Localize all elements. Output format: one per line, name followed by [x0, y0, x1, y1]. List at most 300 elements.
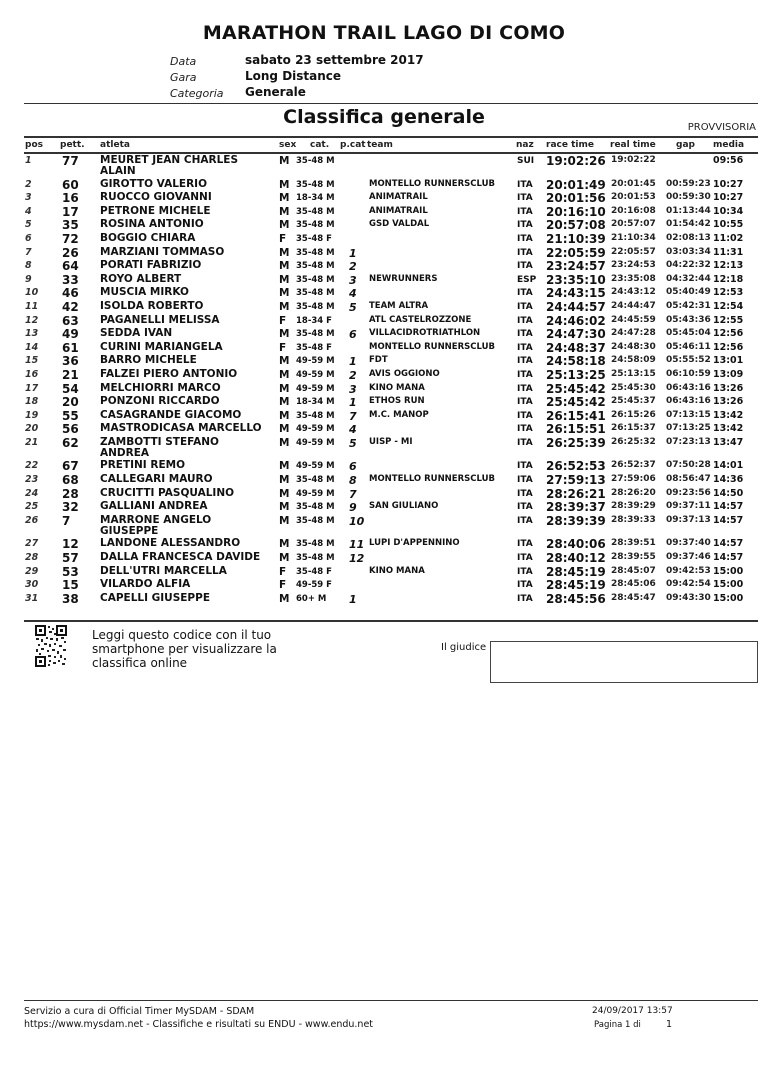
cell-pos: 29: [25, 565, 39, 577]
cell-sex: M: [279, 592, 290, 605]
cell-gap: 09:37:11: [666, 501, 711, 512]
cell-pos: 27: [25, 538, 39, 550]
cell-team: UISP - MI: [369, 436, 413, 447]
cell-bib: 35: [62, 218, 79, 233]
cell-nation: ITA: [517, 539, 533, 550]
cell-real-time: 24:43:12: [611, 287, 656, 298]
cell-real-time: 26:15:37: [611, 423, 656, 434]
cell-bib: 17: [62, 204, 79, 219]
table-row: [0, 593, 768, 607]
cell-athlete: MUSCIA MIRKO: [100, 286, 189, 299]
cell-race-time: 28:40:12: [546, 550, 606, 565]
cell-gap: 09:43:30: [666, 592, 711, 603]
cell-bib: 26: [62, 245, 79, 260]
cell-pos: 26: [25, 514, 39, 526]
cell-pos: 28: [25, 551, 39, 563]
cell-athlete: MARRONE ANGELO GIUSEPPE: [100, 513, 212, 537]
cell-category: 35-48 M: [296, 179, 335, 190]
cell-gap: 09:42:53: [666, 565, 711, 576]
cell-bib: 36: [62, 354, 79, 369]
cell-category-position: 5: [349, 300, 357, 314]
cell-category: 35-48 M: [296, 539, 335, 550]
cell-real-time: 20:16:08: [611, 205, 656, 216]
cell-real-time: 27:59:06: [611, 474, 656, 484]
cell-athlete: PRETINI REMO: [100, 459, 186, 472]
cell-bib: 28: [62, 486, 79, 501]
cell-gap: 01:13:44: [666, 205, 711, 216]
cell-race-time: 28:26:21: [546, 486, 606, 501]
cell-sex: M: [279, 501, 290, 514]
cell-nation: ITA: [517, 206, 533, 217]
table-row: [0, 328, 768, 342]
cell-gap: 01:54:42: [666, 219, 711, 230]
cell-gap: 04:22:32: [666, 260, 711, 271]
cell-real-time: 23:35:08: [611, 273, 656, 284]
cell-bib: 20: [62, 395, 79, 410]
cell-gap: 07:13:25: [666, 423, 711, 434]
cell-category: 18-34 F: [296, 315, 332, 326]
cell-race-time: 24:46:02: [546, 313, 606, 328]
cell-category-position: 12: [349, 551, 365, 565]
cell-category: 49-59 M: [296, 461, 335, 472]
footer-links: https://www.mysdam.net - Classifiche e risultati su ENDU - www.endu.net: [24, 1019, 374, 1030]
cell-real-time: 24:45:59: [611, 314, 656, 325]
cell-category: 35-48 M: [296, 515, 335, 526]
cell-nation: ITA: [517, 580, 533, 591]
cell-team: SAN GIULIANO: [369, 501, 439, 512]
cell-sex: M: [279, 396, 290, 409]
cell-sex: M: [279, 382, 290, 395]
cell-bib: 16: [62, 191, 79, 206]
table-row: [0, 260, 768, 274]
cell-pace: 12:56: [713, 341, 744, 353]
header-team: team: [367, 140, 393, 150]
cell-team: LUPI D'APPENNINO: [369, 538, 460, 549]
cell-pos: 7: [25, 246, 32, 258]
cell-pace: 11:02: [713, 232, 744, 244]
cell-race-time: 28:45:19: [546, 564, 606, 579]
cell-pace: 14:36: [713, 474, 744, 485]
cell-race-time: 28:45:56: [546, 591, 606, 606]
cell-sex: M: [279, 355, 290, 368]
cell-pos: 23: [25, 474, 39, 485]
cell-athlete: ROSINA ANTONIO: [100, 218, 204, 231]
cell-pos: 17: [25, 382, 39, 394]
cell-sex: M: [279, 219, 290, 232]
cell-athlete: BOGGIO CHIARA: [100, 231, 196, 244]
cell-pace: 12:54: [713, 300, 744, 312]
cell-nation: ITA: [517, 437, 533, 448]
cell-nation: ITA: [517, 566, 533, 577]
cell-pace: 13:26: [713, 382, 744, 394]
cell-gap: 09:23:56: [666, 487, 711, 498]
cell-nation: ITA: [517, 247, 533, 258]
cell-team: ANIMATRAIL: [369, 205, 428, 216]
divider: [24, 103, 758, 104]
cell-category: 49-59 M: [296, 383, 335, 394]
cell-bib: 46: [62, 286, 79, 301]
cell-pace: 14:57: [713, 514, 744, 526]
footer-page-total: 1: [666, 1019, 673, 1030]
cell-athlete: DELL'UTRI MARCELLA: [100, 564, 227, 577]
cell-nation: ITA: [517, 288, 533, 299]
cell-pace: 09:56: [713, 155, 744, 166]
cell-athlete: CAPELLI GIUSEPPE: [100, 591, 210, 604]
cell-real-time: 28:26:20: [611, 487, 656, 498]
cell-athlete: CRUCITTI PASQUALINO: [100, 486, 235, 499]
cell-sex: M: [279, 436, 290, 449]
cell-team: MONTELLO RUNNERSCLUB: [369, 341, 495, 352]
footer-service-credit: Servizio a cura di Official Timer MySDAM - SDAM: [24, 1006, 255, 1017]
cell-pos: 24: [25, 487, 39, 499]
cell-sex: M: [279, 538, 290, 551]
cell-race-time: 28:39:39: [546, 513, 606, 528]
table-row: [0, 474, 768, 488]
cell-real-time: 20:57:07: [611, 219, 656, 230]
cell-race-time: 20:01:49: [546, 177, 606, 192]
cell-category: 35-48 M: [296, 552, 335, 563]
cell-category: 49-59 F: [296, 580, 332, 591]
cell-bib: 12: [62, 537, 79, 552]
cell-race-time: 26:15:51: [546, 422, 606, 437]
cell-athlete: CURINI MARIANGELA: [100, 340, 223, 353]
cell-category: 35-48 M: [296, 274, 335, 285]
cell-category-position: 7: [349, 409, 357, 423]
cell-gap: 08:56:47: [666, 474, 711, 484]
cell-gap: 00:59:23: [666, 178, 711, 189]
cell-gap: 09:37:13: [666, 514, 711, 525]
cell-athlete: MEURET JEAN CHARLES ALAIN: [100, 154, 239, 177]
header-real-time: real time: [610, 140, 656, 150]
cell-gap: 06:43:16: [666, 396, 711, 407]
cell-sex: M: [279, 474, 290, 486]
cell-bib: 21: [62, 367, 79, 382]
cell-race-time: 24:47:30: [546, 327, 606, 342]
cell-pos: 21: [25, 436, 39, 448]
cell-nation: ITA: [517, 356, 533, 367]
status-badge: PROVVISORIA: [687, 122, 756, 133]
cell-pos: 20: [25, 423, 39, 435]
qr-instructions: Leggi questo codice con il tuo smartphone per visualizzare la classifica online: [92, 628, 277, 670]
cell-category: 35-48 F: [296, 233, 332, 244]
cell-sex: M: [279, 260, 290, 273]
cell-gap: 05:43:36: [666, 314, 711, 325]
cell-pos: 15: [25, 355, 39, 367]
cell-bib: 49: [62, 327, 79, 342]
cell-nation: ITA: [517, 383, 533, 394]
cell-nation: ITA: [517, 233, 533, 244]
cell-category-position: 7: [349, 487, 357, 501]
meta-label-date: Data: [170, 55, 197, 68]
cell-category: 35-48 M: [296, 261, 335, 272]
cell-sex: M: [279, 246, 290, 259]
cell-sex: M: [279, 287, 290, 300]
table-row: [0, 552, 768, 566]
cell-bib: 57: [62, 550, 79, 565]
cell-race-time: 20:01:56: [546, 191, 606, 206]
cell-sex: M: [279, 178, 290, 191]
cell-category: 35-48 M: [296, 156, 335, 166]
cell-team: ANIMATRAIL: [369, 192, 428, 203]
cell-real-time: 22:05:57: [611, 246, 656, 257]
cell-pace: 13:09: [713, 368, 744, 380]
cell-real-time: 28:45:06: [611, 579, 656, 590]
cell-category: 60+ M: [296, 593, 327, 604]
cell-athlete: GALLIANI ANDREA: [100, 500, 208, 513]
cell-gap: 05:55:52: [666, 355, 711, 366]
cell-athlete: PORATI FABRIZIO: [100, 259, 202, 272]
cell-pos: 9: [25, 273, 32, 285]
cell-real-time: 28:39:55: [611, 551, 656, 562]
cell-pos: 8: [25, 260, 32, 272]
cell-race-time: 27:59:13: [546, 473, 606, 487]
cell-category: 35-48 M: [296, 247, 335, 258]
cell-athlete: SEDDA IVAN: [100, 327, 173, 340]
cell-real-time: 28:45:47: [611, 592, 656, 603]
cell-pos: 25: [25, 501, 39, 513]
cell-pace: 13:42: [713, 409, 744, 421]
cell-pos: 3: [25, 192, 32, 204]
cell-pace: 14:57: [713, 501, 744, 513]
cell-real-time: 25:13:15: [611, 368, 656, 379]
table-top-rule: [24, 136, 758, 138]
cell-gap: 05:45:04: [666, 328, 711, 339]
cell-race-time: 23:35:10: [546, 272, 606, 287]
cell-bib: 7: [62, 513, 71, 528]
ranking-title: Classifica generale: [283, 106, 485, 128]
cell-category-position: 6: [349, 460, 357, 474]
cell-team: AVIS OGGIONO: [369, 368, 440, 379]
cell-race-time: 28:45:19: [546, 578, 606, 593]
cell-bib: 15: [62, 578, 79, 593]
meta-value-date: sabato 23 settembre 2017: [245, 53, 424, 67]
header-athlete: atleta: [100, 140, 130, 150]
cell-nation: ESP: [517, 274, 537, 285]
cell-category: 49-59 M: [296, 369, 335, 380]
cell-bib: 63: [62, 313, 79, 328]
cell-category-position: 10: [349, 514, 365, 528]
table-row: [0, 301, 768, 315]
cell-team: KINO MANA: [369, 382, 425, 393]
meta-label-category: Categoria: [170, 87, 224, 100]
cell-race-time: 23:24:57: [546, 259, 606, 274]
cell-sex: M: [279, 328, 290, 341]
cell-athlete: ROYO ALBERT: [100, 272, 182, 285]
table-bottom-rule: [24, 620, 758, 622]
cell-sex: F: [279, 341, 287, 354]
cell-race-time: 24:58:18: [546, 354, 606, 369]
cell-nation: ITA: [517, 261, 533, 272]
footer-datetime: 24/09/2017 13:57: [592, 1006, 673, 1016]
cell-sex: F: [279, 579, 287, 592]
cell-race-time: 24:44:57: [546, 299, 606, 314]
cell-pos: 13: [25, 328, 39, 340]
cell-nation: ITA: [517, 193, 533, 204]
cell-race-time: 25:45:42: [546, 395, 606, 410]
cell-race-time: 21:10:39: [546, 231, 606, 246]
cell-sex: M: [279, 423, 290, 436]
cell-nation: SUI: [517, 156, 535, 166]
cell-bib: 32: [62, 500, 79, 515]
cell-pos: 10: [25, 287, 39, 299]
judge-signature-box: [490, 641, 758, 683]
cell-sex: F: [279, 314, 287, 327]
cell-gap: 02:08:13: [666, 232, 711, 243]
cell-athlete: ISOLDA ROBERTO: [100, 299, 204, 312]
cell-nation: ITA: [517, 475, 533, 485]
table-row: [0, 369, 768, 383]
cell-sex: M: [279, 192, 290, 205]
cell-pos: 16: [25, 368, 39, 380]
cell-nation: ITA: [517, 552, 533, 563]
cell-pos: 14: [25, 341, 39, 353]
cell-athlete: LANDONE ALESSANDRO: [100, 537, 241, 550]
cell-sex: M: [279, 409, 290, 422]
cell-race-time: 20:16:10: [546, 204, 606, 219]
cell-category: 35-48 M: [296, 329, 335, 340]
cell-gap: 07:50:28: [666, 460, 711, 471]
cell-race-time: 26:52:53: [546, 459, 606, 474]
table-row: [0, 435, 768, 459]
cell-category-position: 2: [349, 368, 357, 382]
cell-athlete: CALLEGARI MAURO: [100, 473, 213, 485]
cell-nation: ITA: [517, 369, 533, 380]
cell-pace: 15:00: [713, 592, 744, 604]
cell-category: 18-34 M: [296, 193, 335, 204]
cell-category-position: 6: [349, 328, 357, 342]
cell-real-time: 24:47:28: [611, 328, 656, 339]
cell-category: 35-48 M: [296, 410, 335, 421]
cell-pace: 14:01: [713, 460, 744, 472]
cell-real-time: 26:15:26: [611, 409, 656, 420]
footer-divider: [24, 1000, 758, 1001]
cell-nation: ITA: [517, 301, 533, 312]
cell-athlete: FALZEI PIERO ANTONIO: [100, 367, 238, 380]
cell-gap: 07:13:15: [666, 409, 711, 420]
cell-team: ATL CASTELROZZONE: [369, 314, 472, 325]
cell-nation: ITA: [517, 502, 533, 513]
cell-pace: 10:55: [713, 219, 744, 231]
cell-category: 35-48 M: [296, 220, 335, 231]
cell-category-position: 9: [349, 501, 357, 515]
cell-real-time: 20:01:53: [611, 192, 656, 203]
cell-race-time: 26:25:39: [546, 435, 606, 450]
cell-race-time: 26:15:41: [546, 408, 606, 423]
cell-pace: 12:53: [713, 287, 744, 299]
cell-pos: 4: [25, 205, 32, 217]
cell-bib: 42: [62, 299, 79, 314]
cell-pace: 12:13: [713, 260, 744, 272]
cell-gap: 09:37:46: [666, 551, 711, 562]
cell-pace: 10:27: [713, 178, 744, 190]
cell-real-time: 24:48:30: [611, 341, 656, 352]
cell-category: 35-48 F: [296, 566, 332, 577]
cell-pace: 12:56: [713, 328, 744, 340]
cell-nation: ITA: [517, 397, 533, 408]
cell-pace: 14:57: [713, 551, 744, 563]
cell-category: 35-48 F: [296, 342, 332, 353]
header-gap: gap: [676, 140, 695, 150]
cell-category: 35-48 M: [296, 288, 335, 299]
cell-category-position: 1: [349, 396, 357, 410]
cell-gap: 09:42:54: [666, 579, 711, 590]
cell-team: GSD VALDAL: [369, 219, 430, 230]
cell-nation: ITA: [517, 515, 533, 526]
cell-athlete: MARZIANI TOMMASO: [100, 245, 225, 258]
cell-bib: 56: [62, 422, 79, 437]
cell-pace: 12:18: [713, 273, 744, 285]
cell-pos: 2: [25, 178, 32, 190]
cell-pace: 15:00: [713, 565, 744, 577]
cell-athlete: MELCHIORRI MARCO: [100, 381, 221, 394]
cell-race-time: 22:05:59: [546, 245, 606, 260]
qr-code-icon: [35, 625, 67, 667]
cell-sex: M: [279, 514, 290, 527]
cell-race-time: 25:13:25: [546, 367, 606, 382]
cell-nation: ITA: [517, 424, 533, 435]
judge-label: Il giudice: [441, 642, 487, 653]
cell-gap: 07:23:13: [666, 436, 711, 447]
table-row: [0, 579, 768, 593]
cell-real-time: 23:24:53: [611, 260, 656, 271]
cell-bib: 61: [62, 340, 79, 355]
cell-athlete: VILARDO ALFIA: [100, 578, 191, 591]
cell-athlete: ZAMBOTTI STEFANO ANDREA: [100, 435, 219, 459]
cell-athlete: CASAGRANDE GIACOMO: [100, 408, 242, 421]
cell-real-time: 20:01:45: [611, 178, 656, 189]
cell-gap: 06:10:59: [666, 368, 711, 379]
cell-bib: 38: [62, 591, 79, 606]
cell-gap: 09:37:40: [666, 538, 711, 549]
cell-pos: 12: [25, 314, 39, 326]
cell-race-time: 20:57:08: [546, 218, 606, 233]
header-naz: naz: [516, 140, 534, 150]
cell-bib: 64: [62, 259, 79, 274]
cell-team: ETHOS RUN: [369, 396, 425, 407]
cell-race-time: 28:39:37: [546, 500, 606, 515]
cell-category: 35-48 M: [296, 475, 335, 485]
meta-label-race: Gara: [170, 71, 197, 84]
cell-pos: 18: [25, 396, 39, 408]
cell-gap: 04:32:44: [666, 273, 711, 284]
cell-bib: 72: [62, 231, 79, 246]
cell-real-time: 19:02:22: [611, 155, 656, 165]
cell-nation: ITA: [517, 329, 533, 340]
cell-category-position: 1: [349, 592, 357, 606]
cell-category: 49-59 M: [296, 356, 335, 367]
cell-sex: M: [279, 460, 290, 473]
cell-category: 49-59 M: [296, 424, 335, 435]
cell-real-time: 26:25:32: [611, 436, 656, 447]
cell-athlete: DALLA FRANCESCA DAVIDE: [100, 550, 261, 563]
cell-pace: 14:50: [713, 487, 744, 499]
cell-race-time: 19:02:26: [546, 154, 606, 168]
header-sex: sex: [279, 140, 297, 150]
cell-real-time: 24:44:47: [611, 300, 656, 311]
meta-value-category: Generale: [245, 85, 306, 99]
cell-category-position: 1: [349, 246, 357, 260]
cell-pos: 19: [25, 409, 39, 421]
cell-athlete: PAGANELLI MELISSA: [100, 313, 220, 326]
cell-pace: 13:01: [713, 355, 744, 367]
cell-athlete: PETRONE MICHELE: [100, 204, 211, 217]
table-row: [0, 233, 768, 247]
cell-bib: 54: [62, 381, 79, 396]
header-pos: pos: [25, 140, 43, 150]
cell-athlete: GIROTTO VALERIO: [100, 177, 208, 190]
cell-sex: F: [279, 232, 287, 245]
footer-page-label: Pagina 1 di: [594, 1020, 641, 1030]
